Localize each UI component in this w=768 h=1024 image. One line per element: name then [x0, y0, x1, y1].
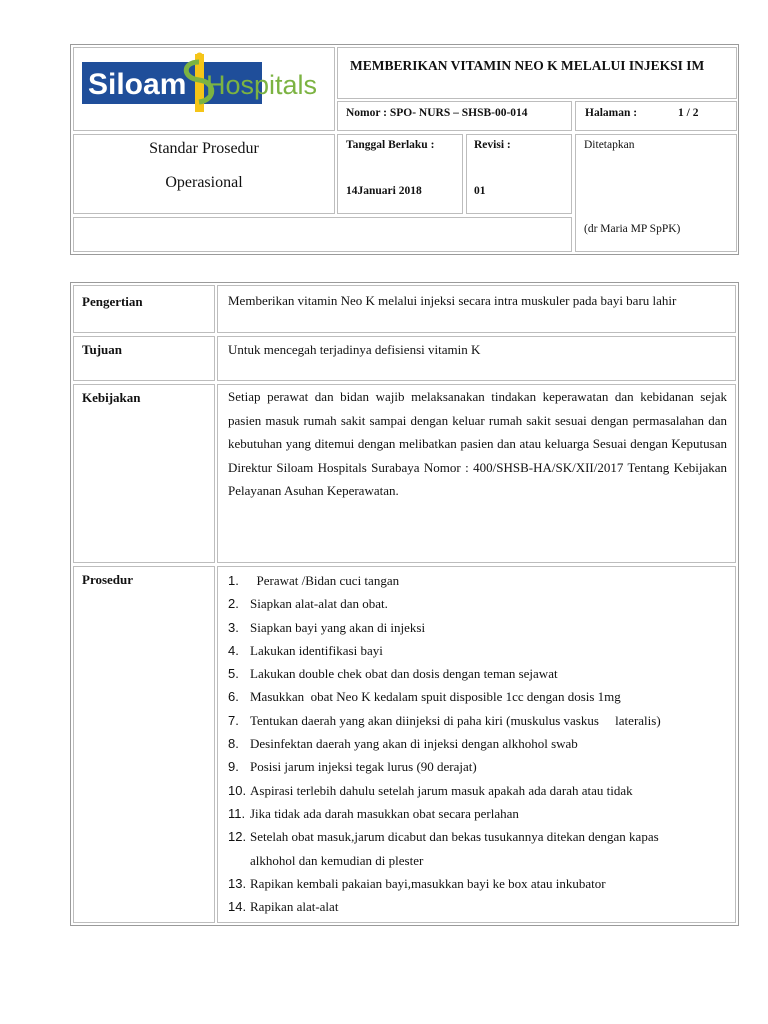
step-text: Tentukan daerah yang akan diinjeksi di paha kiri (muskulus vaskus lateralis)	[250, 712, 661, 728]
step-text: Desinfektan daerah yang akan di injeksi dengan alkhohol swab	[250, 736, 578, 752]
pengertian-text: Memberikan vitamin Neo K melalui injeksi secara intra muskuler pada bayi baru lahir	[228, 293, 677, 308]
list-item	[228, 685, 728, 708]
list-item	[228, 732, 728, 755]
step-number: 13.	[228, 875, 247, 891]
siloam-hospitals-logo	[82, 52, 332, 114]
tujuan-text: Untuk mencegah terjadinya defisiensi vitamin K	[228, 342, 481, 357]
pengertian-label: Pengertian	[82, 294, 143, 309]
step-number: 11.	[228, 805, 246, 821]
tanggal-value: 14Januari 2018	[346, 185, 422, 197]
step-number: 14.	[228, 899, 247, 915]
step-text: Posisi jarum injeksi tegak lurus (90 derajat)	[250, 759, 477, 775]
spo-title-line1: Standar Prosedur	[149, 140, 259, 157]
revisi-value: 01	[474, 185, 486, 197]
nomor-text: Nomor : SPO- NURS – SHSB-00-014	[346, 107, 528, 119]
step-number: 4.	[228, 642, 239, 658]
list-item	[228, 825, 728, 872]
step-text: Siapkan bayi yang akan di injeksi	[250, 619, 426, 635]
list-item	[228, 616, 728, 639]
step-number: 10.	[228, 782, 247, 798]
prosedur-list	[228, 569, 728, 918]
document-title: MEMBERIKAN VITAMIN NEO K MELALUI INJEKSI IM	[350, 58, 705, 73]
prosedur-label-cell	[73, 566, 215, 923]
step-text: Rapikan alat-alat	[250, 899, 339, 915]
list-item	[228, 569, 728, 592]
step-text: Siapkan alat-alat dan obat.	[250, 596, 388, 612]
kebijakan-text: Setiap perawat dan bidan wajib melaksanakan tindakan keperawatan dan kebidanan sejak pasien masuk rumah sakit sampai dengan keluar rumah sakit sesuai dengan permasalahan dan kebutuhan yang ditemui dengan melibatkan pasien dan atau keluarga Sesuai dengan Keputusan Direktur Siloam Hospitals Surabaya Nomor : 400/SHSB-HA/SK/XII/2017 Tentang Kebijakan Pelayanan Asuhan Keperawatan.	[228, 389, 727, 498]
list-item	[228, 709, 728, 732]
step-number: 5.	[228, 666, 239, 682]
logo-text-left: Siloam	[88, 68, 187, 101]
signatory-name: (dr Maria MP SpPK)	[584, 223, 681, 235]
kebijakan-label-cell	[73, 384, 215, 563]
logo-text-right: Hospitals	[206, 70, 318, 100]
list-item	[228, 802, 728, 825]
step-text: Rapikan kembali pakaian bayi,masukkan bayi ke box atau inkubator	[250, 875, 606, 891]
step-number: 1.	[228, 573, 239, 588]
list-item	[228, 779, 728, 802]
ditetapkan-label: Ditetapkan	[584, 139, 635, 151]
list-item	[228, 755, 728, 778]
prosedur-label: Prosedur	[82, 572, 134, 587]
step-text: Aspirasi terlebih dahulu setelah jarum masuk apakah ada darah atau tidak	[250, 782, 633, 798]
spo-title-line2: Operasional	[165, 174, 243, 191]
list-item	[228, 662, 728, 685]
list-item	[228, 872, 728, 895]
step-number: 3.	[228, 619, 239, 635]
halaman-value: 1 / 2	[678, 107, 699, 119]
list-item	[228, 592, 728, 615]
step-text: Setelah obat masuk,jarum dicabut dan bekas tusukannya ditekan dengan kapas alkhohol dan kemudian di plester	[250, 829, 659, 868]
step-number: 9.	[228, 759, 239, 775]
step-text: Masukkan obat Neo K kedalam spuit disposible 1cc dengan dosis 1mg	[250, 689, 621, 705]
step-number: 8.	[228, 736, 239, 752]
step-text: Jika tidak ada darah masukkan obat secara perlahan	[250, 805, 519, 821]
list-item	[228, 639, 728, 662]
step-number: 12.	[228, 829, 247, 845]
revisi-label: Revisi :	[474, 139, 511, 151]
tujuan-label: Tujuan	[82, 342, 122, 357]
step-text: Lakukan double chek obat dan dosis dengan teman sejawat	[250, 666, 558, 682]
step-number: 6.	[228, 689, 239, 705]
list-item	[228, 895, 728, 918]
step-text: Lakukan identifikasi bayi	[250, 642, 383, 658]
blank-cell	[73, 217, 572, 252]
kebijakan-label: Kebijakan	[82, 390, 141, 405]
tanggal-label: Tanggal Berlaku :	[346, 139, 435, 151]
step-text: Perawat /Bidan cuci tangan	[250, 573, 400, 588]
step-number: 2.	[228, 596, 239, 612]
step-number: 7.	[228, 712, 239, 728]
halaman-label: Halaman :	[585, 107, 638, 119]
